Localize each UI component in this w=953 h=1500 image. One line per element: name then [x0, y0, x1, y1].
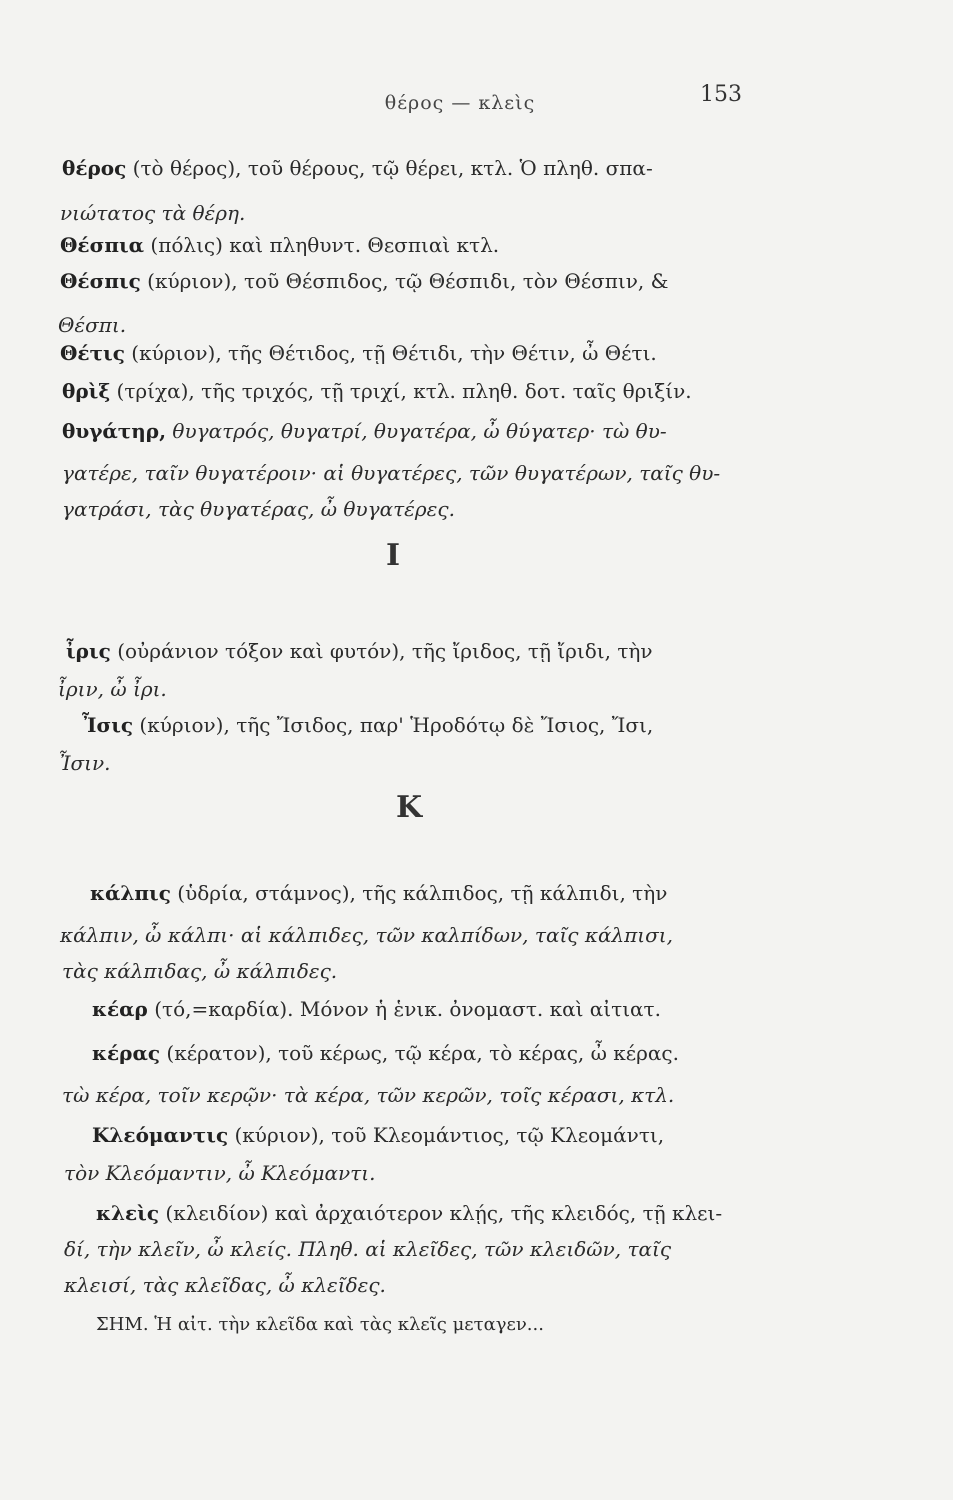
entry-text: (ὑδρία, στάμνος), τῆς κάλπιδος, τῇ κάλπιδι, τὴν	[170, 881, 668, 905]
entry-line	[82, 712, 653, 738]
headword: θρὶξ	[62, 379, 111, 403]
entry-text: θυγατρός, θυγατρί, θυγατέρα, ὦ θύγατερ· τὼ θυ-	[166, 419, 667, 443]
headword: θέρος	[62, 156, 127, 180]
entry-text: (κύριον), τοῦ Θέσπιδος, τῷ Θέσπιδι, τὸν Θέσπιν, &	[140, 269, 669, 293]
entry-line	[62, 1082, 674, 1108]
entry-line	[60, 922, 673, 948]
entry-line	[90, 880, 667, 906]
page-number: 153	[700, 82, 742, 107]
entry-text: (κύριον), τῆς Θέτιδος, τῇ Θέτιδι, τὴν Θέτιν, ὦ Θέτι.	[124, 341, 657, 365]
entry-text: γατέρε, ταῖν θυγατέροιν· αἱ θυγατέρες, τῶν θυγατέρων, ταῖς θυ-	[62, 461, 721, 485]
headword: Θέσπια	[60, 233, 145, 257]
entry-line	[58, 312, 126, 338]
note-line	[96, 1312, 544, 1338]
headword: Ἶσις	[82, 713, 134, 737]
entry-line	[64, 1272, 386, 1298]
headword: κάλπις	[90, 881, 171, 905]
headword: ἶρις	[66, 639, 111, 663]
entry-text: (τρίχα), τῆς τριχός, τῇ τριχί, κτλ. πληθ. δοτ. ταῖς θριξίν.	[110, 379, 692, 403]
headword: Κλεόμαντις	[92, 1123, 229, 1147]
entry-line	[58, 750, 110, 776]
entry-text: τὼ κέρα, τοῖν κερῷν· τὰ κέρα, τῶν κερῶν, τοῖς κέρασι, κτλ.	[62, 1083, 675, 1107]
entry-line	[60, 232, 499, 258]
entry-text: δί, τὴν κλεῖν, ὦ κλείς. Πληθ. αἱ κλεῖδες, τῶν κλειδῶν, ταῖς	[64, 1237, 672, 1261]
entry-line	[60, 200, 245, 226]
headword: κέαρ	[92, 997, 148, 1021]
entry-line	[62, 418, 667, 444]
note-text: ΣΗΜ. Ἡ αἰτ. τὴν κλεῖδα καὶ τὰς κλεῖς μεταγεν...	[96, 1314, 544, 1335]
entry-line	[62, 378, 692, 404]
entry-text: κλεισί, τὰς κλεῖδας, ὦ κλεῖδες.	[64, 1273, 386, 1297]
section-letter-kappa: Κ	[396, 790, 423, 825]
headword: κλεὶς	[96, 1201, 160, 1225]
entry-line	[64, 1236, 671, 1262]
entry-line	[64, 1160, 375, 1186]
entry-line	[96, 1200, 722, 1226]
entry-line	[62, 155, 653, 181]
entry-text: (κλειδίον) καὶ ἀρχαιότερον κλῄς, τῆς κλειδός, τῇ κλει-	[159, 1201, 723, 1225]
entry-text: (κύριον), τῆς Ἴσιδος, παρ' Ἡροδότῳ δὲ Ἴσιος, Ἴσι,	[133, 713, 654, 737]
entry-line	[60, 268, 668, 294]
running-head: θέρος — κλεὶς	[384, 92, 536, 114]
section-letter-iota: Ι	[386, 538, 401, 573]
entry-text: (κέρατον), τοῦ κέρως, τῷ κέρα, τὸ κέρας, ὦ κέρας.	[160, 1041, 679, 1065]
entry-text: γατράσι, τὰς θυγατέρας, ὦ θυγατέρες.	[62, 497, 455, 521]
entry-text: κάλπιν, ὦ κάλπι· αἱ κάλπιδες, τῶν καλπίδων, ταῖς κάλπισι,	[60, 923, 673, 947]
headword: θυγάτηρ,	[62, 419, 167, 443]
entry-text: τὰς κάλπιδας, ὦ κάλπιδες.	[62, 959, 338, 983]
entry-line	[62, 496, 455, 522]
entry-text: (οὐράνιον τόξον καὶ φυτόν), τῆς ἴριδος, τῇ ἴριδι, τὴν	[110, 639, 653, 663]
entry-text: Ἶσιν.	[58, 751, 111, 775]
entry-line	[62, 460, 720, 486]
entry-line	[92, 1040, 679, 1066]
entry-text: (κύριον), τοῦ Κλεομάντιος, τῷ Κλεομάντι,	[228, 1123, 665, 1147]
entry-text: (πόλις) καὶ πληθυντ. Θεσπιαὶ κτλ.	[144, 233, 500, 257]
entry-text: ἶριν, ὦ ἶρι.	[58, 677, 167, 701]
headword: Θέσπις	[60, 269, 141, 293]
entry-line	[62, 958, 337, 984]
entry-line	[60, 340, 657, 366]
entry-text: Θέσπι.	[58, 313, 127, 337]
headword: Θέτις	[60, 341, 125, 365]
entry-text: τὸν Κλεόμαντιν, ὦ Κλεόμαντι.	[64, 1161, 376, 1185]
entry-line	[66, 638, 653, 664]
entry-line	[92, 1122, 664, 1148]
entry-text: νιώτατος τὰ θέρη.	[60, 201, 246, 225]
entry-text: (τὸ θέρος), τοῦ θέρους, τῷ θέρει, κτλ. Ὁ πληθ. σπα-	[126, 156, 653, 180]
entry-text: (τό,=καρδία). Μόνον ἡ ἑνικ. ὀνομαστ. καὶ αἰτιατ.	[147, 997, 661, 1021]
headword: κέρας	[92, 1041, 161, 1065]
entry-line	[92, 996, 661, 1022]
entry-line	[58, 676, 167, 702]
